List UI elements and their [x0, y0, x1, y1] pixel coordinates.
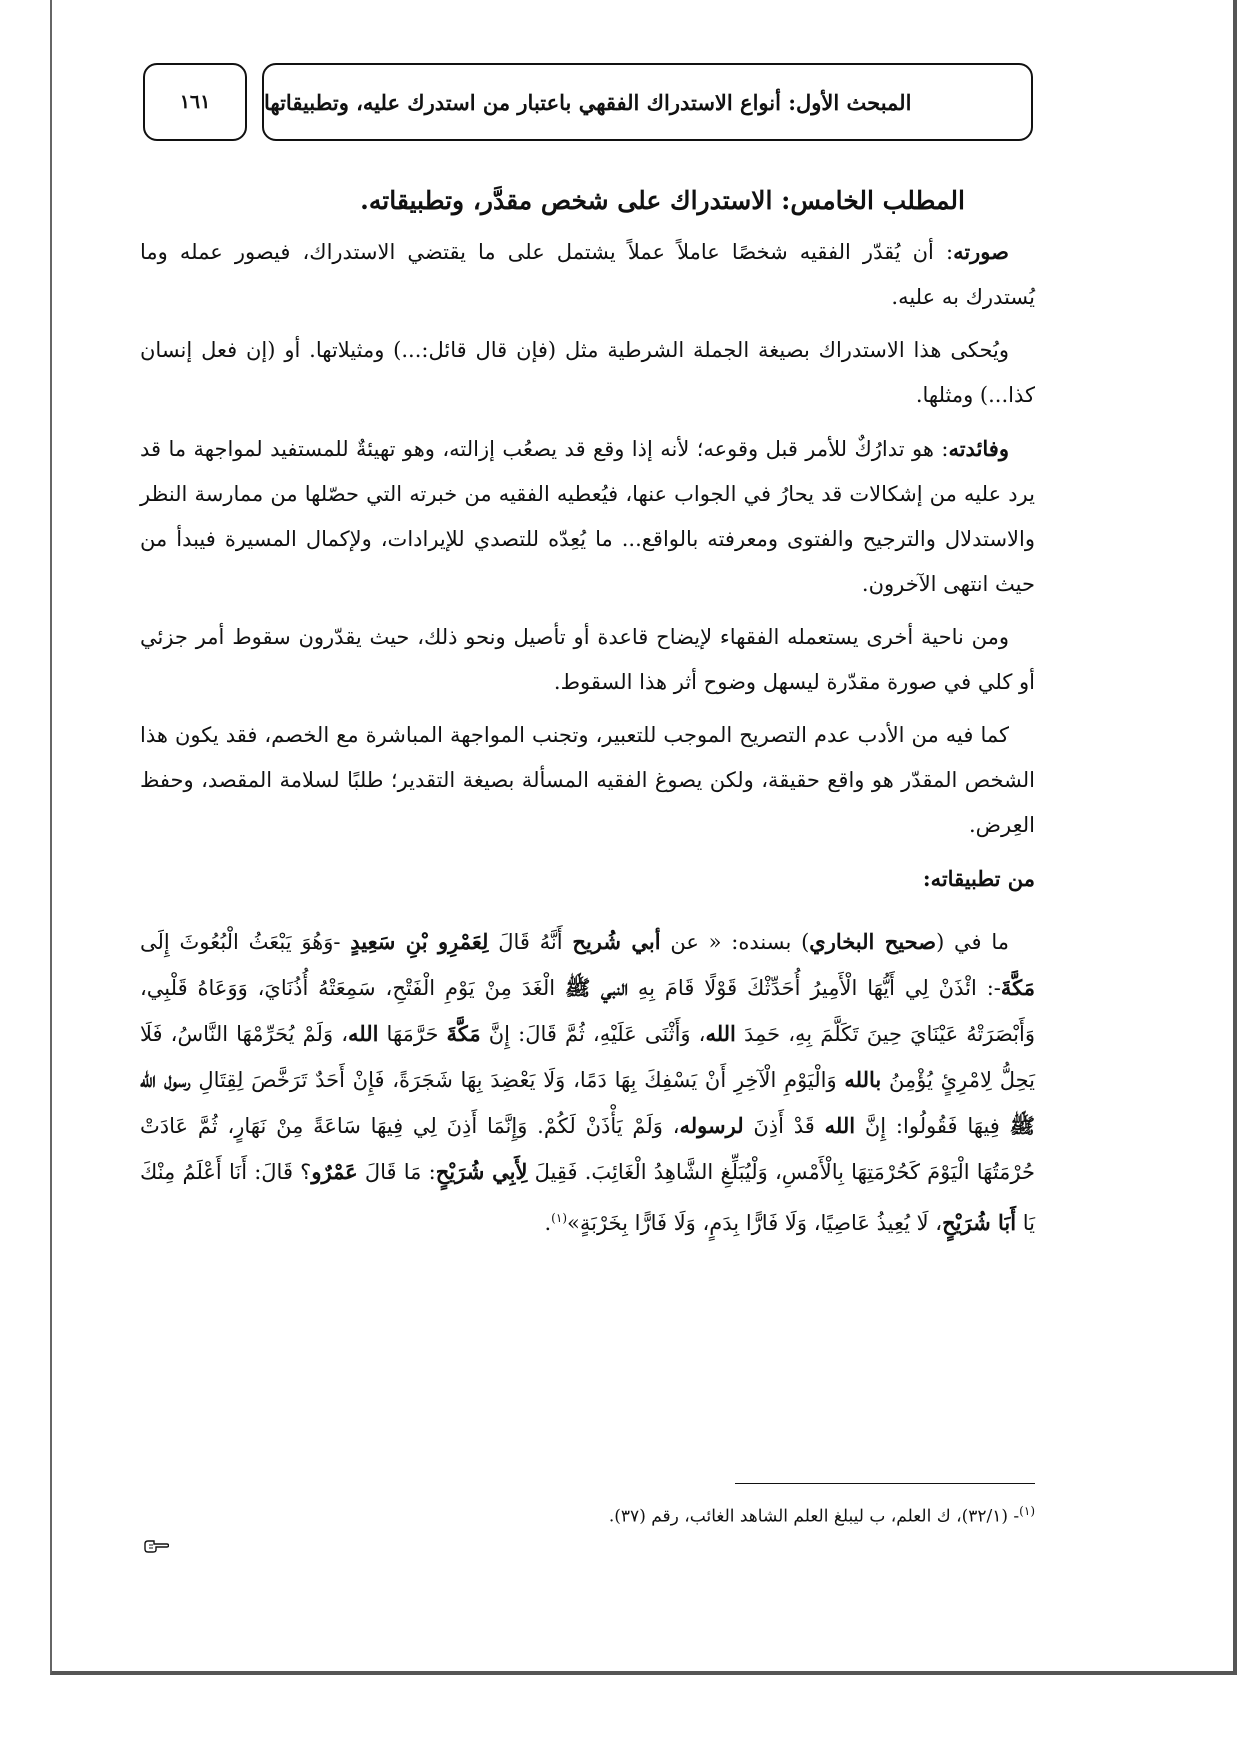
footnote: [300, 1496, 1035, 1532]
section-title: المطلب الخامس: الاستدراك على شخص مقدَّر، وتطبيقاته.: [360, 186, 965, 215]
paragraph-form: [140, 229, 1035, 320]
benefit-text: : هو تدارُكٌ للأمر قبل وقوعه؛ لأنه إذا وقع قد يصعُب إزالته، وهو تهيئةٌ للمستفيد لمواجهة ما قد يرد عليه من إشكالات قد يحارُ في الجواب عنها، فيُعطيه الفقيه من خبرته التي حصّلها من ممارسة النظر والاستدلال والترجيح والفتوى ومعرفته بالواقع... ما يُعِدّه للتصدي للإيرادات، ولإكمال المسيرة فيبدأ من حيث انتهى الآخرون.: [140, 437, 1035, 596]
page-number: ١٦١: [143, 63, 247, 141]
paragraph-other-use: ومن ناحية أخرى يستعمله الفقهاء لإيضاح قاعدة أو تأصيل ونحو ذلك، حيث يقدّرون سقوط أمر جزئي أو كلي في صورة مقدّرة ليسهل وضوح أثر هذا السقوط.: [140, 625, 1035, 694]
applications-heading: من تطبيقاته:: [922, 866, 1035, 891]
benefit-label: وفائدته: [948, 436, 1009, 461]
paragraph-conditional: ويُحكى هذا الاستدراك بصيغة الجملة الشرطية مثل (فإن قال قائل:...) ومثيلاتها. أو (إن فعل إنسان كذا...) ومثلها.: [140, 338, 1035, 407]
pointing-hand-icon: [143, 1538, 169, 1558]
form-label: صورته: [953, 239, 1009, 264]
main-content: [140, 178, 1035, 1254]
running-header-title: المبحث الأول: أنواع الاستدراك الفقهي باعتبار من استدرك عليه، وتطبيقاتها: [262, 63, 1033, 141]
paragraph-etiquette: كما فيه من الأدب عدم التصريح الموجب للتعبير، وتجنب المواجهة المباشرة مع الخصم، فقد يكون هذا الشخص المقدّر هو واقع حقيقة، ولكن يصوغ الفقيه المسألة بصيغة التقدير؛ طلبًا لسلامة المقصد، وحفظ العِرض.: [140, 723, 1035, 837]
paragraph-benefit: [140, 426, 1035, 607]
footnote-text: - (٣٢/١)، ك العلم، ب ليبلغ العلم الشاهد الغائب، رقم (٣٧).: [608, 1506, 1020, 1527]
footnote-reference[interactable]: (١): [551, 1211, 567, 1225]
form-text: : أن يُقدّر الفقيه شخصًا عاملاً عملاً يشتمل على ما يقتضي الاستدراك، فيصور عمله وما يُستدرك به عليه.: [140, 240, 1035, 309]
footnote-separator: [735, 1483, 1035, 1484]
hadith-quote: ما في (صحيح البخاري) بسنده: « عن أبي شُريح أَنَّهُ قَالَ لِعَمْرِو بْنِ سَعِيدٍ -وَهُوَ يَبْعَثُ الْبُعُوثَ إِلَى مَكَّةَ-: ائْذَنْ لِي أَيُّهَا الْأَمِيرُ أُحَدِّثْكَ قَوْلًا قَامَ بِهِ النبي ﷺ الْغَدَ مِنْ يَوْمِ الْفَتْحِ، سَمِعَتْهُ أُذُنَايَ، وَوَعَاهُ قَلْبِي، وَأَبْصَرَتْهُ عَيْنَايَ حِينَ تَكَلَّمَ بِهِ، حَمِدَ الله، وَأَثْنَى عَلَيْهِ، ثُمَّ قَالَ: إِنَّ مَكَّةَ حَرَّمَهَا الله، وَلَمْ يُحَرِّمْهَا النَّاسُ، فَلَا يَحِلُّ لِامْرِئٍ يُؤْمِنُ بالله وَالْيَوْمِ الْآخِرِ أَنْ يَسْفِكَ بِهَا دَمًا، وَلَا يَعْضِدَ بِهَا شَجَرَةً، فَإِنْ أَحَدٌ تَرَخَّصَ لِقِتَالِ رسول الله ﷺ فِيهَا فَقُولُوا: إِنَّ الله قَدْ أَذِنَ لرسوله، وَلَمْ يَأْذَنْ لَكُمْ. وَإِنَّمَا أَذِنَ لِي فِيهَا سَاعَةً مِنْ نَهَارٍ، ثُمَّ عَادَتْ حُرْمَتُهَا الْيَوْمَ كَحُرْمَتِهَا بِالْأَمْسِ، وَلْيُبَلِّغِ الشَّاهِدُ الْغَائِبَ. فَقِيلَ لِأَبِي شُرَيْحٍ: مَا قَالَ عَمْرٌو؟ قَالَ: أَنَا أَعْلَمُ مِنْكَ يَا أَبَا شُرَيْحٍ، لَا يُعِيذُ عَاصِيًا، وَلَا فَارًّا بِدَمٍ، وَلَا فَارًّا بِخَرْبَةٍ»$^{(١)}$.: [140, 929, 1036, 1235]
footnote-marker: (١): [1019, 1504, 1035, 1518]
